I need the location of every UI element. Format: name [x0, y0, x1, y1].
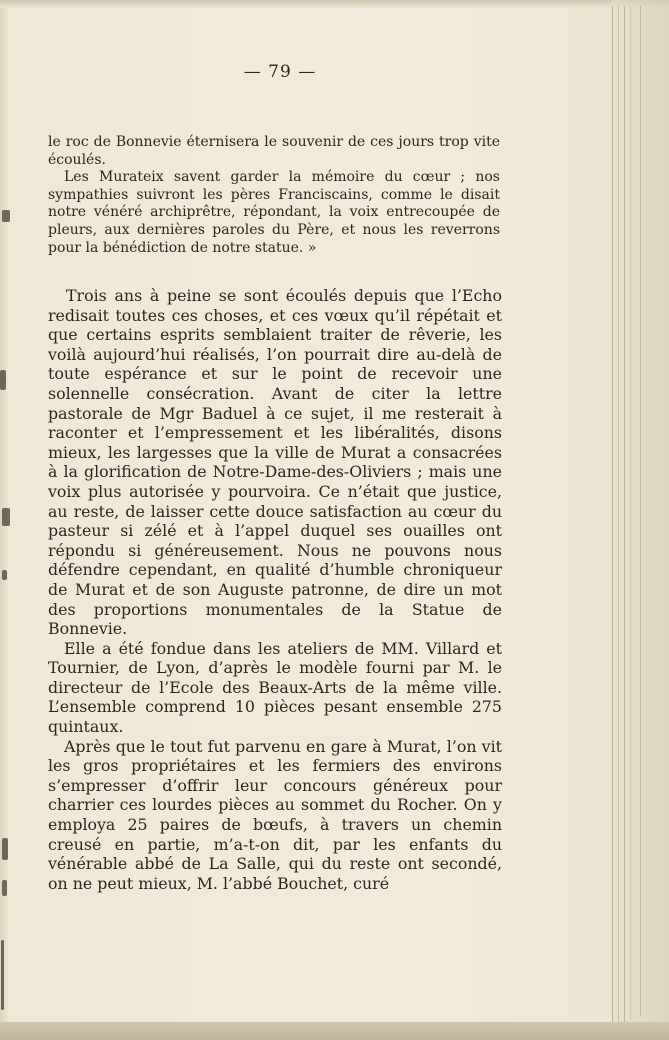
- binding-mark: [2, 570, 7, 580]
- page-edge-line: [630, 6, 631, 1020]
- page-edge-line: [618, 6, 619, 1024]
- binding-mark: [2, 210, 10, 222]
- page-edge-line: [612, 6, 613, 1026]
- page-number: — 79 —: [243, 62, 317, 82]
- binding-mark: [1, 940, 4, 1010]
- page-bottom-edge: [0, 1022, 669, 1040]
- binding-mark: [2, 838, 8, 860]
- body-paragraph: Elle a été fondue dans les ateliers de MM. Villard et Tournier, de Lyon, d’après le modèle fourni par M. le directeur de l’Ecole des Beaux-Arts de la même ville. L’ensemble comprend 10 pièces pesant ensemble 275 quintaux.: [48, 638, 502, 737]
- quote-paragraph: Les Murateix savent garder la mémoire du cœur ; nos sympathies suivront les pères Franciscains, comme le disait notre vénéré archiprêtre, répondant, la voix entrecoupée de pleurs, aux dernières paroles du Père, et nous les reverrons pour la bénédiction de notre statue. »: [48, 169, 500, 256]
- body-paragraph: Trois ans à peine se sont écoulés depuis que l’Echo redisait toutes ces choses, et ces vœux qu’il répétait et que certains esprits semblaient traiter de rêverie, les voilà aujourd’hui réalisés, l’on pourrait dire au-delà de toute espérance et sur le point de recevoir une solennelle consécration. Avant de citer la lettre pastorale de Mgr Baduel à ce sujet, il me resterait à raconter et l’empressement et les libéralités, disons mieux, les largesses que la ville de Murat a consacrées à la glorification de Notre-Dame-des-Oliviers ; mais une voix plus autorisée y pourvoira. Ce n’était que justice, au reste, de laisser cette douce satisfaction au cœur du pasteur si zélé et à l’appel duquel ses ouailles ont répondu si généreusement. Nous ne pouvons nous défendre cependant, en qualité d’humble chroniqueur de Murat et de son Auguste patronne, de dire un mot des proportions monumentales de la Statue de Bonnevie.: [48, 286, 502, 639]
- quote-paragraph: le roc de Bonnevie éternisera le souvenir de ces jours trop vite écoulés.: [48, 134, 500, 168]
- page-edge-line: [624, 6, 625, 1022]
- quote-block: [48, 134, 500, 257]
- body-paragraph: Après que le tout fut parvenu en gare à Murat, l’on vit les gros propriétaires et les fermiers des environs s’empresser d’offrir leur concours généreux pour charrier ces lourdes pièces au sommet du Rocher. On y employa 25 paires de bœufs, à travers un chemin creusé en partie, m’a-t-on dit, par les enfants du vénérable abbé de La Salle, qui du reste ont secondé, on ne peut mieux, M. l’abbé Bouchet, curé: [48, 736, 502, 893]
- page-edge-line: [640, 6, 641, 1016]
- binding-mark: [2, 880, 7, 896]
- binding-mark: [0, 370, 6, 390]
- body-text: [48, 286, 502, 893]
- page-top-edge: [0, 0, 669, 8]
- binding-mark: [2, 508, 10, 526]
